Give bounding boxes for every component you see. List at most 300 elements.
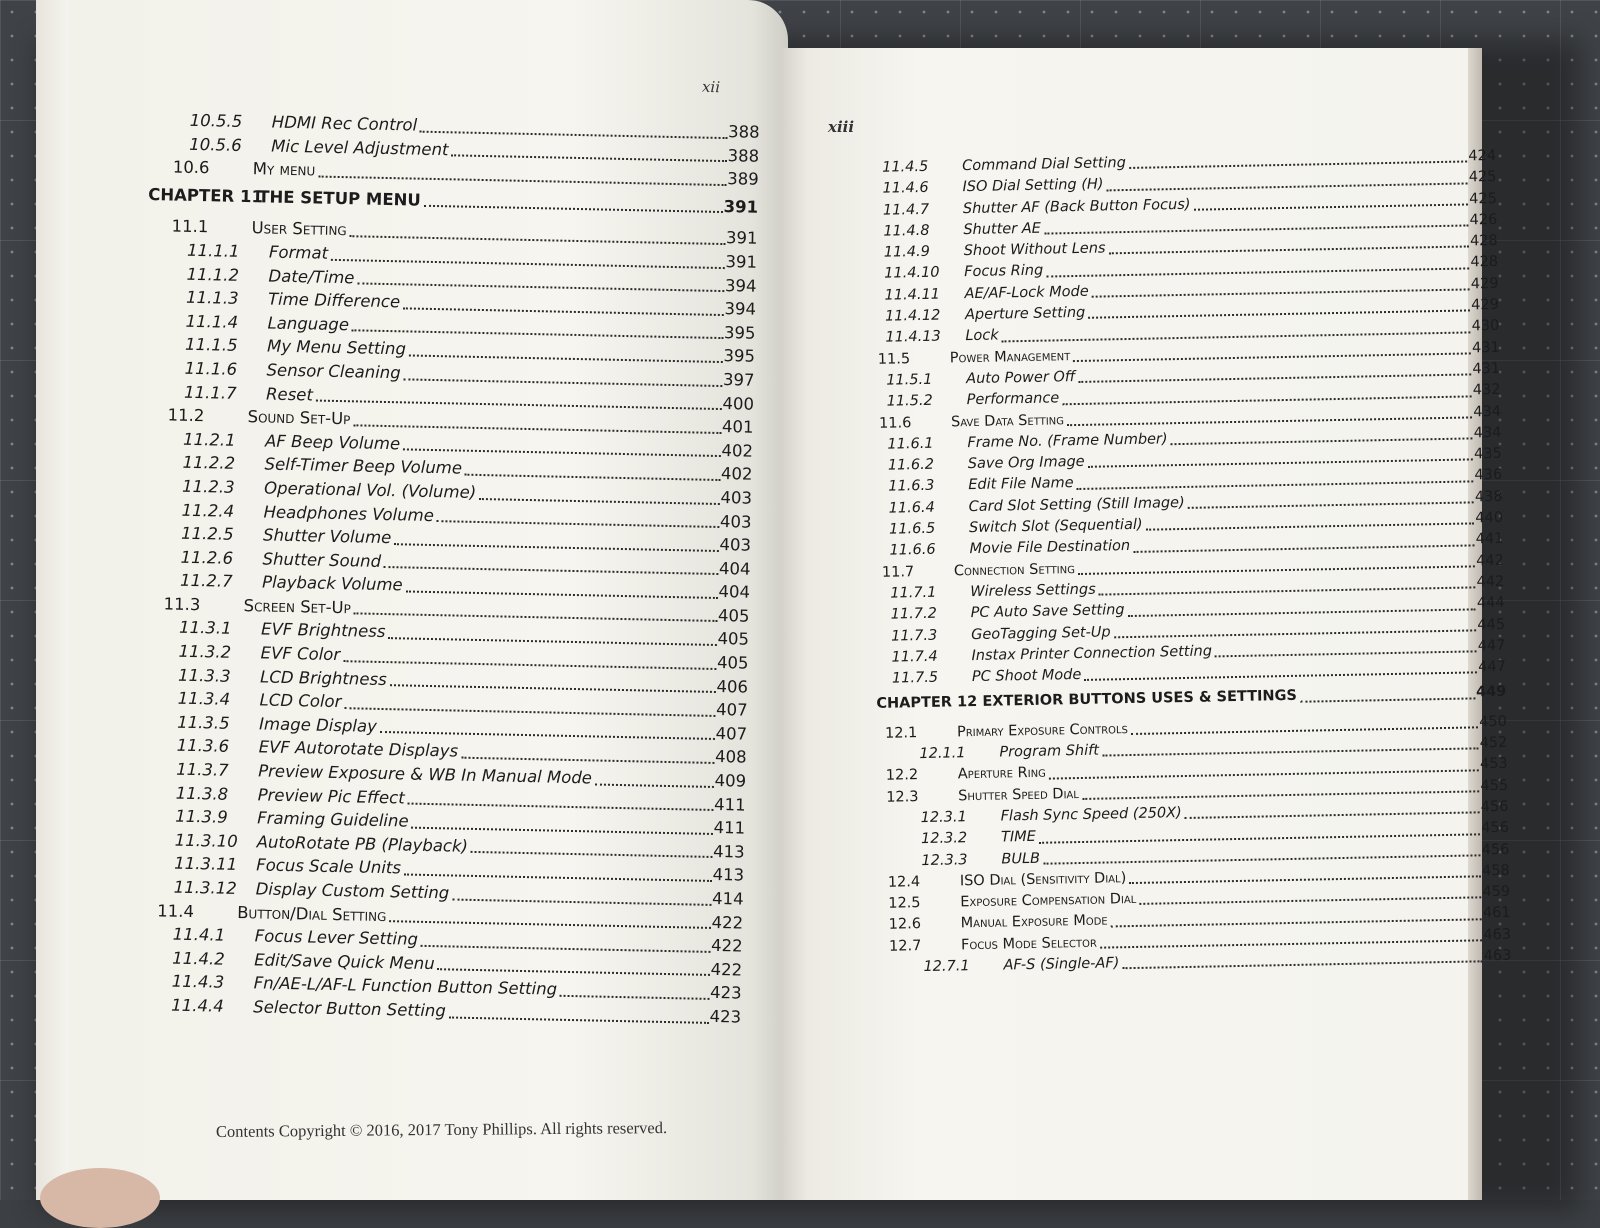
toc-entry-title: Manual Exposure Mode — [960, 912, 1108, 932]
toc-entry-number: 11.2.7 — [179, 571, 233, 592]
toc-entry-title: Sensor Cleaning — [266, 360, 401, 383]
dot-leader — [354, 613, 717, 623]
toc-entry-title: ISO Dial (Sensitivity Dial) — [959, 869, 1127, 890]
toc-entry-number: 11.5 — [877, 350, 911, 368]
toc-entry-number: 12.3.3 — [921, 851, 968, 869]
dot-leader — [316, 400, 722, 410]
toc-entry-number: 11.1.5 — [184, 335, 238, 356]
dot-leader — [1099, 587, 1476, 596]
toc-entry-title: AF Beep Volume — [264, 431, 401, 454]
dot-leader — [1088, 459, 1473, 468]
toc-entry-title: Movie File Destination — [969, 538, 1131, 558]
dot-leader — [438, 969, 710, 977]
toc-entry-title: Focus Ring — [964, 263, 1044, 281]
toc-entry-number: 11.6.5 — [888, 520, 936, 538]
dot-leader — [424, 205, 723, 213]
toc-entry-title: Format — [268, 242, 329, 263]
toc-entry-number: 11.4.2 — [172, 948, 225, 969]
dot-leader — [452, 898, 711, 905]
dot-leader — [461, 757, 714, 764]
dot-leader — [1194, 203, 1469, 210]
toc-entry-number: 11.6.6 — [889, 542, 936, 559]
toc-entry-page: 426 — [1469, 211, 1498, 229]
toc-entry-number: 11.4.9 — [883, 243, 931, 261]
toc-entry-number: 12.3.1 — [920, 809, 967, 826]
toc-entry-page: 440 — [1475, 509, 1504, 527]
dot-leader — [420, 130, 727, 138]
toc-entry-page: 422 — [710, 936, 743, 956]
toc-entry-number: 11.7.3 — [890, 627, 938, 645]
dot-leader — [1062, 395, 1472, 405]
dot-leader — [350, 235, 725, 245]
toc-entry-number: 11.3.10 — [174, 830, 238, 851]
toc-entry-page: 456 — [1481, 819, 1510, 837]
toc-entry-title: Shutter AF (Back Button Focus) — [962, 196, 1191, 217]
dot-leader — [1039, 833, 1480, 843]
toc-entry-title: Aperture Setting — [964, 304, 1086, 324]
toc-entry-title: Connection Setting — [953, 560, 1076, 580]
toc-entry-number: 11.7 — [881, 563, 915, 581]
dot-leader — [403, 307, 723, 316]
dot-leader — [1111, 918, 1482, 927]
toc-entry-number: 11.3.9 — [175, 806, 228, 827]
toc-entry-title: Card Slot Setting (Still Image) — [968, 494, 1185, 515]
toc-entry-number: 11.4.6 — [882, 180, 929, 197]
thumb — [40, 1168, 160, 1228]
toc-entry-number: 11.4.10 — [884, 265, 940, 283]
toc-entry-number: 11.3.7 — [176, 759, 229, 780]
toc-entry-page: 407 — [715, 723, 748, 744]
toc-entry-page: 432 — [1472, 382, 1501, 399]
dot-leader — [1084, 672, 1477, 682]
toc-entry-title: ISO Dial Setting (H) — [962, 176, 1104, 196]
dot-leader — [1139, 897, 1481, 906]
toc-entry-page: 389 — [726, 169, 759, 189]
toc-entry-number: 11.5.1 — [886, 371, 933, 389]
toc-entry-title: Power Management — [949, 347, 1071, 367]
toc-entry-title: Sound Set-Up — [247, 407, 351, 429]
toc-entry-title: Primary Exposure Controls — [956, 720, 1129, 741]
toc-entry-title: My menu — [252, 159, 316, 180]
right-toc-list — [866, 148, 1512, 981]
dot-leader — [449, 1016, 709, 1023]
dot-leader — [595, 783, 714, 787]
toc-entry-page: 445 — [1477, 616, 1506, 633]
toc-entry-number: 11.4.1 — [172, 924, 226, 945]
toc-entry-number: 11.1.6 — [184, 358, 238, 379]
toc-entry-number: 12.3 — [886, 788, 919, 806]
toc-entry-number: 11.7.2 — [890, 605, 938, 623]
dot-leader — [1078, 565, 1475, 575]
toc-entry-number: 11.1.2 — [186, 264, 240, 285]
toc-entry-page: 424 — [1468, 147, 1497, 165]
toc-entry-number: 11.1.1 — [186, 240, 240, 261]
toc-entry-page: 406 — [716, 676, 749, 697]
dot-leader — [1185, 812, 1480, 820]
toc-entry-page: 431 — [1471, 339, 1500, 357]
toc-entry-title: Shutter Speed Dial — [958, 785, 1080, 804]
dot-leader — [404, 378, 722, 387]
toc-entry-number: 11.3.3 — [177, 665, 231, 686]
toc-entry-number: 11.6.4 — [888, 499, 935, 517]
dot-leader — [1092, 289, 1470, 298]
dot-leader — [1131, 726, 1478, 735]
toc-entry-number: 12.1.1 — [919, 745, 966, 763]
dot-leader — [1129, 161, 1468, 169]
toc-entry-page: 400 — [722, 393, 755, 414]
toc-entry-title: HDMI Rec Control — [271, 112, 418, 135]
toc-entry-number: 11.3.12 — [173, 877, 237, 898]
toc-entry-page: 409 — [714, 771, 747, 791]
toc-entry-page: 403 — [719, 535, 752, 555]
toc-entry-title: Preview Pic Effect — [257, 785, 405, 808]
dot-leader — [357, 283, 724, 293]
toc-entry-page: 428 — [1470, 254, 1499, 271]
left-toc-list — [131, 110, 760, 1031]
toc-entry-page: 447 — [1477, 637, 1506, 655]
toc-entry-number: 11.3.11 — [174, 854, 238, 875]
dot-leader — [406, 590, 718, 599]
toc-entry-title: Lock — [965, 327, 999, 345]
dot-leader — [380, 731, 715, 740]
toc-entry-title: PC Shoot Mode — [971, 667, 1082, 686]
toc-entry-title: THE SETUP MENU — [258, 187, 421, 210]
toc-entry-title: Image Display — [258, 714, 378, 736]
toc-entry-title: Fn/AE-L/AF-L Function Button Setting — [253, 973, 558, 1000]
toc-entry-title: TIME — [1000, 829, 1036, 846]
dot-leader — [384, 566, 718, 575]
toc-entry-number: 11.2.6 — [180, 547, 234, 568]
toc-entry-number: 11.3.1 — [178, 618, 232, 639]
toc-entry-number: 11.4.3 — [171, 972, 225, 993]
toc-entry-number: 12.6 — [888, 916, 922, 934]
toc-entry-page: 395 — [723, 346, 756, 367]
toc-entry-page: 434 — [1473, 424, 1502, 442]
dot-leader — [408, 803, 713, 811]
dot-leader — [1171, 438, 1473, 446]
toc-entry-page: 442 — [1476, 573, 1505, 591]
toc-entry-number: 12.1 — [884, 724, 918, 742]
toc-entry-page: 422 — [710, 959, 743, 980]
toc-entry-title: Wireless Settings — [970, 581, 1096, 601]
toc-entry-number: 11.4.8 — [883, 222, 930, 240]
dot-leader — [1128, 608, 1476, 617]
toc-entry-number: 11.7.4 — [891, 648, 938, 666]
dot-leader — [1043, 854, 1481, 864]
toc-entry-page: 411 — [713, 794, 746, 815]
dot-leader — [1044, 225, 1469, 235]
dot-leader — [394, 543, 718, 552]
toc-entry-number: 11.7.5 — [891, 669, 939, 687]
toc-entry-title: Program Shift — [999, 742, 1100, 761]
toc-entry-title: Performance — [966, 390, 1060, 409]
toc-entry-number: 11.4.12 — [884, 307, 941, 325]
toc-entry-number: 11.4.11 — [884, 286, 941, 304]
toc-entry-number: 12.7.1 — [923, 958, 970, 976]
toc-entry-title: Preview Exposure & WB In Manual Mode — [257, 761, 593, 788]
toc-entry-page: 397 — [722, 369, 755, 390]
toc-entry-page: 391 — [725, 252, 758, 272]
toc-entry-title: Command Dial Setting — [961, 155, 1127, 175]
toc-entry-page: 388 — [727, 145, 760, 166]
dot-leader — [1146, 523, 1475, 531]
toc-entry-page: 413 — [712, 841, 745, 862]
toc-entry-page: 422 — [711, 912, 744, 933]
toc-entry-page: 402 — [720, 464, 753, 485]
toc-entry-number: 11.3.8 — [175, 783, 229, 804]
dot-leader — [1078, 374, 1471, 384]
toc-entry-page: 447 — [1478, 658, 1507, 676]
toc-entry-number: 11.6.2 — [887, 456, 935, 474]
dot-leader — [353, 424, 721, 434]
toc-entry-title: Playback Volume — [261, 572, 403, 595]
toc-entry-number: CHAPTER 11 — [148, 184, 264, 207]
toc-entry-page: 459 — [1482, 883, 1511, 901]
toc-entry-page: 441 — [1475, 531, 1504, 548]
toc-entry-title: EVF Autorotate Displays — [258, 737, 459, 762]
toc-entry-number: 11.3.5 — [176, 712, 230, 733]
dot-leader — [390, 684, 716, 693]
toc-entry-number: 12.3.2 — [920, 830, 968, 848]
dot-leader — [1049, 769, 1479, 779]
toc-entry-number: 12.5 — [888, 895, 921, 912]
dot-leader — [1107, 182, 1468, 191]
toc-entry-page: 450 — [1479, 713, 1508, 731]
toc-entry-page: 423 — [709, 983, 742, 1003]
dot-leader — [471, 851, 712, 858]
dot-leader — [352, 330, 723, 340]
toc-entry-number: 11.2.5 — [180, 523, 234, 544]
toc-entry-number: 12.2 — [885, 767, 919, 785]
dot-leader — [1133, 544, 1475, 553]
toc-entry-page: 442 — [1475, 552, 1504, 570]
toc-entry-number: 10.6 — [172, 157, 210, 178]
toc-entry-page: 463 — [1483, 926, 1512, 943]
toc-entry-page: 407 — [715, 700, 748, 720]
toc-entry-title: Screen Set-Up — [243, 595, 352, 618]
toc-entry-number: 11.2.1 — [182, 429, 236, 450]
toc-entry-page: 401 — [721, 417, 754, 437]
toc-entry-number: 11.3.2 — [178, 641, 232, 662]
toc-entry-title: GeoTagging Set-Up — [970, 623, 1111, 643]
toc-entry-page: 438 — [1474, 488, 1503, 506]
toc-entry-page: 463 — [1483, 947, 1512, 965]
toc-entry-title: Mic Level Adjustment — [271, 136, 449, 159]
toc-entry-number: 11.6.3 — [888, 478, 935, 496]
toc-entry-number: 11.3.6 — [176, 736, 230, 757]
toc-entry-page: 404 — [718, 582, 751, 602]
toc-entry-page: 423 — [709, 1006, 742, 1027]
toc-entry-number: 11.6 — [878, 414, 912, 432]
toc-entry-number: 10.5.6 — [189, 134, 242, 155]
toc-entry-title: Headphones Volume — [263, 501, 435, 525]
toc-entry-number: 11.3 — [163, 594, 201, 615]
toc-entry-page: 394 — [724, 299, 757, 319]
dot-leader — [1073, 352, 1471, 362]
dot-leader — [1100, 939, 1482, 948]
toc-entry-title: AF-S (Single-AF) — [1003, 955, 1120, 974]
toc-entry-title: EVF Brightness — [260, 619, 386, 642]
toc-entry-number: 12.4 — [887, 873, 921, 891]
toc-entry-page: 425 — [1469, 190, 1498, 208]
dot-leader — [331, 258, 724, 268]
dot-leader — [437, 520, 719, 528]
dot-leader — [343, 660, 716, 670]
toc-entry-number: 11.4.4 — [171, 995, 224, 1016]
toc-entry-title: Selector Button Setting — [253, 997, 447, 1021]
toc-entry-number: CHAPTER 12 — [876, 694, 978, 713]
toc-entry-number: 11.4.13 — [885, 328, 941, 347]
toc-entry-number: 11.7.1 — [890, 584, 937, 602]
toc-entry-page: 456 — [1480, 798, 1509, 816]
toc-entry-title: Switch Slot (Sequential) — [968, 516, 1143, 537]
dot-leader — [388, 637, 716, 646]
toc-entry-page: 388 — [727, 122, 760, 142]
toc-entry-title: Focus Scale Units — [256, 855, 402, 878]
toc-entry-page: 449 — [1475, 684, 1507, 701]
toc-entry-number: 11.2.3 — [181, 476, 235, 497]
toc-entry-number: 11.1.3 — [185, 287, 239, 309]
dot-leader — [1088, 310, 1470, 319]
toc-entry-title: Display Custom Setting — [255, 879, 450, 903]
toc-entry-page: 453 — [1479, 756, 1508, 773]
dot-leader — [1109, 246, 1470, 255]
toc-entry-number: 11.1.7 — [183, 382, 237, 403]
toc-entry-page: 414 — [711, 888, 744, 909]
dot-leader — [1129, 875, 1481, 884]
toc-entry-title: Shoot Without Lens — [963, 240, 1106, 260]
toc-entry-title: AutoRotate PB (Playback) — [256, 832, 469, 856]
dot-leader — [1188, 501, 1474, 508]
dot-leader — [344, 707, 715, 717]
toc-entry-number: 11.2.2 — [182, 453, 236, 474]
dot-leader — [389, 920, 710, 929]
toc-entry-title: Save Data Setting — [950, 411, 1065, 430]
left-page-number: xii — [701, 77, 721, 97]
dot-leader — [318, 175, 726, 186]
toc-entry-number: 11.4.5 — [881, 158, 929, 176]
toc-entry-page: 430 — [1471, 318, 1500, 335]
toc-entry-title: Shutter Volume — [262, 525, 392, 548]
toc-entry-title: Shutter AE — [963, 220, 1042, 239]
toc-entry-title: BULB — [1001, 850, 1041, 868]
dot-leader — [1102, 748, 1479, 757]
toc-entry-number: 11.5.2 — [886, 393, 933, 410]
toc-entry-page: 411 — [713, 818, 746, 838]
toc-entry-title: Focus Mode Selector — [960, 934, 1098, 954]
toc-entry-title: Shutter Sound — [262, 549, 382, 571]
toc-entry-title: Save Org Image — [967, 454, 1085, 473]
toc-entry-title: Date/Time — [268, 266, 355, 287]
toc-entry-page: 434 — [1473, 403, 1502, 420]
toc-entry-title: EXTERIOR BUTTONS USES & SETTINGS — [982, 688, 1298, 711]
toc-entry-number: 11.4 — [157, 900, 195, 921]
dot-leader — [409, 354, 723, 363]
toc-entry-title: Time Difference — [267, 289, 401, 312]
toc-entry-page: 402 — [721, 440, 754, 461]
toc-entry-page: 461 — [1482, 905, 1511, 922]
toc-entry-title: Focus Lever Setting — [254, 926, 419, 949]
toc-entry-page: 405 — [717, 629, 750, 650]
dot-leader — [421, 945, 710, 953]
dot-leader — [1046, 267, 1469, 277]
toc-entry-page: 455 — [1480, 777, 1509, 794]
toc-entry-page: 435 — [1473, 446, 1502, 463]
dot-leader — [404, 873, 712, 881]
toc-entry-title: LCD Color — [259, 690, 342, 712]
toc-entry-page: 395 — [723, 322, 756, 343]
toc-entry-number: 12.7 — [888, 937, 922, 955]
toc-entry-title: Instax Printer Connection Setting — [971, 643, 1213, 664]
toc-entry-number: 11.3.4 — [177, 688, 231, 710]
dot-leader — [403, 449, 720, 458]
toc-entry-title: Auto Power Off — [966, 368, 1076, 388]
toc-entry-number: 10.5.5 — [189, 110, 243, 131]
toc-entry-title: Button/Dial Setting — [237, 902, 387, 925]
toc-entry-number: 11.2.4 — [181, 500, 235, 521]
toc-entry-page: 405 — [717, 605, 750, 626]
toc-entry-number: 11.2 — [167, 405, 205, 426]
toc-entry-number: 11.1 — [171, 216, 209, 237]
toc-entry-title: Exposure Compensation Dial — [960, 891, 1137, 911]
dot-leader — [1114, 629, 1477, 638]
toc-entry-page: 405 — [716, 653, 749, 673]
dot-leader — [560, 995, 709, 1000]
toc-entry-title: Reset — [265, 384, 314, 405]
toc-entry-title: My Menu Setting — [266, 336, 407, 359]
dot-leader — [1215, 650, 1477, 657]
toc-entry-page: 394 — [724, 275, 757, 296]
toc-entry-title: Frame No. (Frame Number) — [967, 431, 1168, 451]
toc-entry-title: Edit/Save Quick Menu — [254, 950, 435, 973]
toc-entry-title: User Setting — [251, 218, 347, 240]
dot-leader — [479, 497, 719, 504]
toc-entry-title: Self-Timer Beep Volume — [264, 454, 463, 478]
toc-entry-page: 452 — [1479, 734, 1508, 752]
toc-entry-title: Operational Vol. (Volume) — [263, 478, 477, 502]
right-page-number: xiii — [828, 118, 855, 136]
toc-entry-page: 436 — [1474, 467, 1503, 484]
toc-entry-page: 425 — [1468, 169, 1497, 186]
toc-entry-page: 428 — [1469, 233, 1498, 250]
toc-entry-page: 413 — [712, 865, 745, 886]
dot-leader — [1300, 697, 1475, 702]
dot-leader — [1077, 480, 1474, 490]
toc-entry-title: Aperture Ring — [957, 764, 1047, 783]
toc-entry-page: 403 — [719, 511, 752, 532]
dot-leader — [411, 826, 712, 834]
dot-leader — [1122, 961, 1482, 970]
toc-entry-title: Language — [267, 313, 350, 334]
toc-entry-title: EVF Color — [260, 643, 341, 665]
toc-entry-title: Flash Sync Speed (250X) — [1000, 804, 1182, 825]
toc-entry-page: 458 — [1481, 862, 1510, 880]
toc-entry-title: AE/AF-Lock Mode — [964, 283, 1089, 302]
toc-entry-page: 431 — [1472, 360, 1501, 378]
toc-entry-number: 11.4.7 — [882, 201, 930, 219]
toc-entry-page: 444 — [1476, 595, 1505, 612]
toc-entry-title: Framing Guideline — [256, 808, 409, 831]
toc-entry-page: 391 — [725, 228, 758, 249]
dot-leader — [1067, 416, 1472, 426]
toc-entry-page: 456 — [1481, 841, 1510, 858]
toc-entry-number: 11.1.4 — [185, 311, 239, 332]
toc-entry-title: Edit File Name — [968, 475, 1074, 494]
toc-entry-title: LCD Brightness — [259, 667, 387, 689]
toc-entry-page: 403 — [720, 487, 753, 508]
dot-leader — [1082, 790, 1480, 800]
toc-entry-title: PC Auto Save Setting — [970, 602, 1125, 622]
